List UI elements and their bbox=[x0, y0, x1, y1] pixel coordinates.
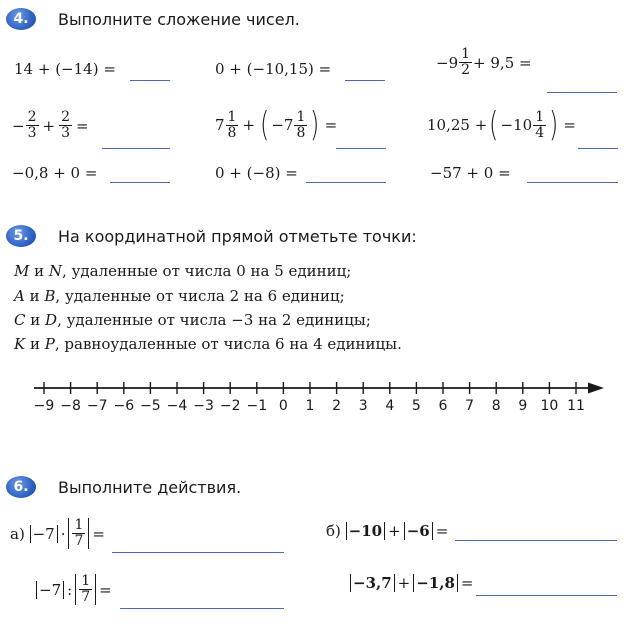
answer-blank-r3c1[interactable] bbox=[110, 182, 170, 183]
task-6-expr-b1: б) −10 + −6 = bbox=[326, 522, 449, 540]
answer-blank-r3c3[interactable] bbox=[527, 182, 618, 183]
axis-tick-label: 0 bbox=[278, 398, 288, 414]
axis-tick-label: 5 bbox=[411, 398, 421, 414]
points-line-3: C и D, удаленные от числа −3 на 2 единицы; bbox=[14, 311, 371, 329]
task-4-expr-r1c3: −9 $\frac{1}{2}$ + 9,5 = bbox=[436, 46, 532, 78]
task-4-expr-r3c3: −57 + 0 = bbox=[430, 164, 511, 182]
task-6-heading: Выполните действия. bbox=[58, 478, 242, 497]
axis-tick-label: 9 bbox=[518, 398, 528, 414]
task-4-expr-r2c1: − $\frac{2}{3}$ + $\frac{2}{3}$ = bbox=[12, 109, 89, 141]
task-4-number-badge bbox=[6, 8, 36, 30]
points-line-1: M и N, удаленные от числа 0 на 5 единиц; bbox=[14, 262, 352, 280]
coordinate-line-arrow-icon bbox=[588, 383, 604, 394]
task-4-expr-r2c3: 10,25 + ( −10 $\frac{1}{4}$ ) = bbox=[427, 105, 576, 145]
axis-tick-label: 6 bbox=[438, 398, 448, 414]
axis-tick-label: −9 bbox=[33, 398, 55, 414]
answer-blank-r1c1[interactable] bbox=[130, 80, 170, 81]
axis-tick-label: 3 bbox=[358, 398, 368, 414]
task-4-expr-r3c2: 0 + (−8) = bbox=[215, 164, 298, 182]
task-4-expr-r3c1: −0,8 + 0 = bbox=[12, 164, 98, 182]
axis-tick-label: 11 bbox=[567, 398, 585, 414]
axis-tick-label: 8 bbox=[491, 398, 501, 414]
answer-blank-b2[interactable] bbox=[476, 595, 617, 596]
axis-tick-label: −3 bbox=[193, 398, 214, 414]
task-4-expr-r1c1: 14 + (−14) = bbox=[14, 60, 116, 78]
task-4-number: 4. bbox=[13, 11, 29, 27]
points-line-2: A и B, удаленные от числа 2 на 6 единиц; bbox=[14, 287, 345, 305]
answer-blank-r1c2[interactable] bbox=[345, 80, 385, 81]
axis-tick-label: −2 bbox=[219, 398, 241, 414]
answer-blank-r1c3[interactable] bbox=[547, 92, 617, 93]
task-4-heading: Выполните сложение чисел. bbox=[58, 10, 300, 29]
axis-tick-label: −8 bbox=[60, 398, 81, 414]
task-5-number-badge bbox=[6, 225, 36, 247]
task-6-number: 6. bbox=[13, 479, 29, 495]
task-6-expr-b2: −3,7 + −1,8 = bbox=[350, 574, 477, 592]
axis-tick-label: 1 bbox=[305, 398, 315, 414]
axis-tick-label: −6 bbox=[113, 398, 135, 414]
task-5-number: 5. bbox=[13, 228, 29, 244]
task-4-expr-r1c2: 0 + (−10,15) = bbox=[215, 60, 332, 78]
part-a-label: а) bbox=[10, 524, 25, 543]
answer-blank-b1[interactable] bbox=[455, 540, 617, 541]
task-6-expr-a1: а) −7 · $\frac{1}{7}$ = bbox=[10, 517, 105, 549]
axis-tick-label: 10 bbox=[540, 398, 559, 414]
task-5-heading: На координатной прямой отметьте точки: bbox=[58, 227, 417, 246]
answer-blank-r3c2[interactable] bbox=[306, 182, 386, 183]
axis-tick-label: 4 bbox=[385, 398, 395, 414]
axis-tick-label: −5 bbox=[140, 398, 161, 414]
task-4-expr-r2c2: 7 $\frac{1}{8}$ + ( −7 $\frac{1}{8}$ ) = bbox=[215, 105, 338, 145]
answer-blank-r2c3[interactable] bbox=[578, 148, 618, 149]
answer-blank-a2[interactable] bbox=[120, 608, 284, 609]
axis-tick-label: 7 bbox=[465, 398, 475, 414]
answer-blank-r2c2[interactable] bbox=[336, 148, 386, 149]
points-line-4: K и P, равноудаленные от числа 6 на 4 единицы. bbox=[14, 335, 402, 353]
coordinate-line-labels bbox=[0, 398, 641, 420]
task-6-number-badge bbox=[6, 476, 36, 498]
answer-blank-r2c1[interactable] bbox=[102, 148, 170, 149]
answer-blank-a1[interactable] bbox=[112, 552, 284, 553]
part-b-label: б) bbox=[326, 522, 341, 540]
axis-tick-label: −1 bbox=[246, 398, 268, 414]
task-6-expr-a2: −7 : $\frac{1}{7}$ = bbox=[36, 574, 115, 605]
axis-tick-label: 2 bbox=[332, 398, 342, 414]
axis-tick-label: −7 bbox=[86, 398, 108, 414]
axis-tick-label: −4 bbox=[166, 398, 188, 414]
